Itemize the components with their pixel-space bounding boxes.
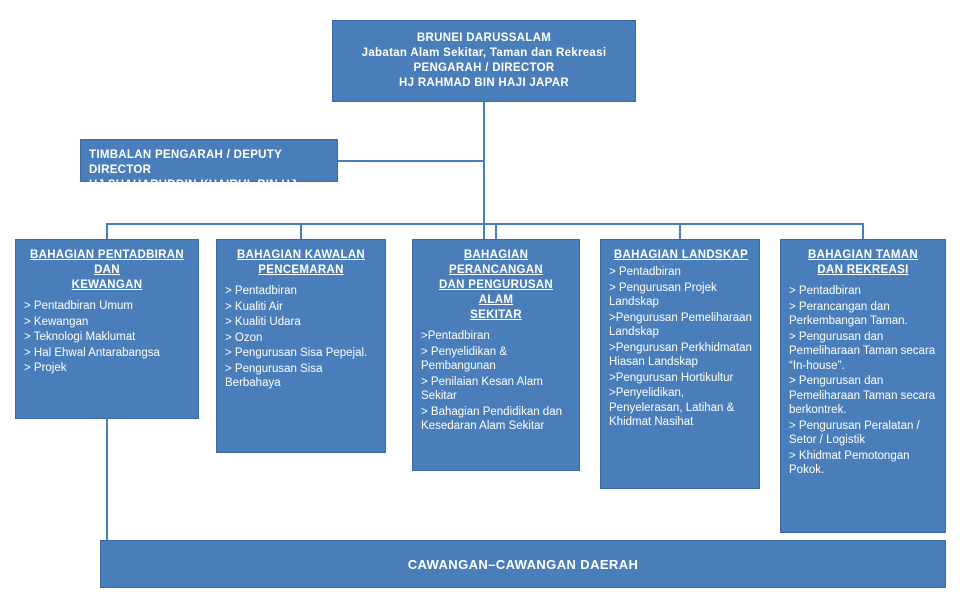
list-item: > Kualiti Air <box>225 300 283 313</box>
division-title-line: BAHAGIAN PENTADBIRAN DAN <box>29 249 184 276</box>
list-item: > Khidmat Pemotongan Pokok. <box>789 449 910 476</box>
node-division-kawalan-pencemaran[interactable] <box>216 239 386 453</box>
division-item-list <box>24 299 190 376</box>
division-title-line: DAN REKREASI <box>817 264 909 276</box>
division-item-list <box>789 284 937 478</box>
director-line-1: BRUNEI DARUSSALAM <box>416 32 552 44</box>
node-division-perancangan-pengurusan[interactable] <box>412 239 580 471</box>
list-item: > Teknologi Maklumat <box>24 331 136 343</box>
division-title-line: SEKITAR <box>470 309 522 321</box>
division-item-list <box>609 265 753 430</box>
list-item: > Pengurusan Peralatan / Setor / Logistik <box>789 419 920 446</box>
connector-director-down <box>483 102 485 239</box>
list-item: > Pengurusan Sisa Pepejal. <box>225 347 368 359</box>
director-line-3: PENGARAH / DIRECTOR <box>413 62 555 74</box>
node-division-taman-rekreasi[interactable] <box>780 239 946 533</box>
division-title-line: BAHAGIAN KAWALAN <box>236 249 366 261</box>
footer-label: CAWANGAN–CAWANGAN DAERAH <box>407 556 639 572</box>
connector-landskap-stub <box>679 223 681 239</box>
division-item-list <box>421 329 571 434</box>
division-title-line: PENCEMARAN <box>258 264 344 276</box>
list-item: > Kualiti Udara <box>225 316 301 328</box>
list-item: > Pentadbiran <box>225 285 297 297</box>
node-deputy-director[interactable] <box>80 139 338 206</box>
list-item: > Pentadbiran <box>789 285 861 297</box>
node-director[interactable] <box>332 20 636 102</box>
division-title-line: BAHAGIAN TAMAN <box>807 249 919 261</box>
list-item: >Pengurusan Perkhidmatan Hiasan Landskap <box>609 341 752 368</box>
connector-perancangan-stub <box>495 223 497 239</box>
list-item: > Pentadbiran Umum <box>24 300 133 312</box>
list-item: >Pentadbiran <box>421 330 490 342</box>
list-item: >Pengurusan Hortikultur <box>609 371 734 384</box>
list-item: > Penilaian Kesan Alam Sekitar <box>421 375 543 402</box>
list-item: > Perancangan dan Perkembangan Taman. <box>789 300 908 327</box>
list-item: > Pengurusan dan Pemeliharaan Taman secara “In-house”. <box>789 330 936 372</box>
list-item: >Pengurusan Pemeliharaan Landskap <box>609 311 752 338</box>
division-title-line: KEWANGAN <box>71 279 143 291</box>
division-title-line: DAN PENGURUSAN ALAM <box>438 279 554 306</box>
node-division-landskap[interactable] <box>600 239 760 489</box>
deputy-line-2: HJ SHAHARUDDIN KHAIRUL BIN HJ ANUAR <box>89 179 297 206</box>
deputy-line-1: TIMBALAN PENGARAH / DEPUTY DIRECTOR <box>89 149 282 176</box>
list-item: >Penyelidikan, Penyelerasan, Latihan & Khidmat Nasihat <box>609 387 735 428</box>
connector-divisions-bus <box>106 223 863 225</box>
director-line-2: Jabatan Alam Sekitar, Taman dan Rekreasi <box>361 47 607 59</box>
connector-admin-stub <box>106 223 108 239</box>
list-item: > Projek <box>24 362 67 374</box>
list-item: > Pentadbiran <box>609 266 681 278</box>
list-item: > Bahagian Pendidikan dan Kesedaran Alam Sekitar <box>421 405 562 432</box>
connector-deputy-branch <box>338 160 484 162</box>
connector-kawalan-stub <box>300 223 302 239</box>
list-item: > Pengurusan Projek Landskap <box>609 281 717 308</box>
division-title-line: BAHAGIAN LANDSKAP <box>613 249 749 261</box>
list-item: > Pengurusan Sisa Berbahaya <box>225 362 323 389</box>
list-item: > Penyelidikan & Pembangunan <box>421 345 507 372</box>
list-item: > Ozon <box>225 331 263 344</box>
node-cawangan-daerah[interactable] <box>100 540 946 588</box>
list-item: > Pengurusan dan Pemeliharaan Taman secara berkontrek. <box>789 375 936 416</box>
director-line-4: HJ RAHMAD BIN HAJI JAPAR <box>399 77 569 89</box>
division-item-list <box>225 284 377 391</box>
node-division-pentadbiran-kewangan[interactable] <box>15 239 199 419</box>
list-item: > Kewangan <box>24 315 89 328</box>
list-item: > Hal Ehwal Antarabangsa <box>24 346 160 359</box>
connector-taman-stub <box>862 223 864 239</box>
division-title-line: BAHAGIAN PERANCANGAN <box>448 249 544 276</box>
